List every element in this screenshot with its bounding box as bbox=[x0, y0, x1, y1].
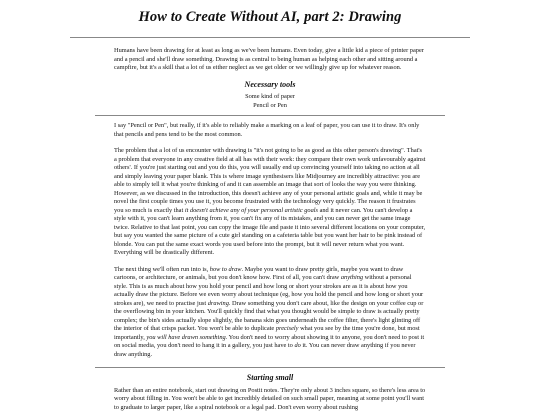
pencil-paragraph: I say "Pencil or Pen", but really, if it's able to reliably make a marking on a leaf of paper, you can use it to draw. It's only that pencils and pens tend to be the most common. bbox=[114, 122, 426, 139]
tool-item: Pencil or Pen bbox=[114, 102, 426, 111]
page-title: How to Create Without AI, part 2: Drawing bbox=[0, 0, 540, 26]
starting-small-paragraph: Rather than an entire notebook, start out drawing on Postit notes. They're only about 3 inches square, so there's less area to worry about filling in. You won't be able to get incredibly detailed on such small paper, meaning at some point you'll want to graduate to larger paper, like a spiral notebook or a legal pad. Don't even worry about rushing bbox=[114, 387, 426, 412]
tool-item: Some kind of paper bbox=[114, 93, 426, 102]
section-divider bbox=[95, 115, 445, 116]
problem-paragraph: The problem that a lot of us encounter with drawing is "it's not going to be as good as this other person's drawing". That's a problem that everyone in any creative field at all has with their work: they compare their own work unfavourably against others'. If you're just starting out and you do this, you will usually end up convincing yourself into taking no action at all and simply leaving your paper blank. This is where image synthesisers like Midjourney are incredibly attractive: you are able to simply tell it what you're thinking of and it can assemble an image that sort of looks the way you were thinking. However, as we discussed in the introduction, this doesn't achieve any of your personal artistic goals and, while it may be novel the first couple times you use it, you become frustrated with the technology very quickly. The reason it frustrates you so much is exactly that it doesn't achieve any of your personal artistic goals and it never can. You can't develop a style with it, you can't learn anything from it, you can't fix any of its mistakes, and you can never get the same image twice. Relative to that last point, you can copy the image file and paste it into several different locations on your computer, but say you wanted the same picture of a cute girl standing on a cafeteria table but you want her hair to be pink instead of blonde. You can put the same exact words you used before into the prompt, but it will never return what you want. Everything will be drastically different. bbox=[114, 147, 426, 258]
article-body bbox=[114, 38, 426, 412]
next-paragraph: The next thing we'll often run into is, how to draw. Maybe you want to draw pretty girls, maybe you want to draw cartoons, or architecture, or animals, but you don't know how. First of all, you can't draw anything without a personal style. This is as much about how you hold your pencil and how long or short your strokes are as it is about how you actually draw the picture. Before we even worry about technique (eg, how you hold the pencil and how long or short your strokes are), we need to practise just drawing. Draw something you don't care about, like the design on your coffee cup or the overflowing bin in your kitchen. You'll quickly find that what you thought would be simple to draw is actually pretty complex; the bin's sides actually slope slightly, the banana skin goes underneath the coffee filter, there's light glinting off the interior of that crisps packet. You won't be able to duplicate precisely what you see by the time you're done, but most importantly, you will have drawn something. You don't need to worry about showing it to anyone, you don't need to post it on social media, you don't need to hang it in a gallery, you just have to do it. You can never draw anything if you never draw anything. bbox=[114, 266, 426, 360]
section-divider bbox=[95, 367, 445, 368]
tools-heading: Necessary tools bbox=[114, 81, 426, 90]
intro-paragraph: Humans have been drawing for at least as long as we've been humans. Even today, give a little kid a piece of printer paper and a pencil and she'll draw something. Drawing is as central to being human as helping each other and sitting around a campfire, but it's a skill that a lot of us either neglect as we get older or we willingly give up for whatever reason. bbox=[114, 47, 426, 73]
tools-list bbox=[114, 93, 426, 110]
starting-small-heading: Starting small bbox=[114, 374, 426, 383]
